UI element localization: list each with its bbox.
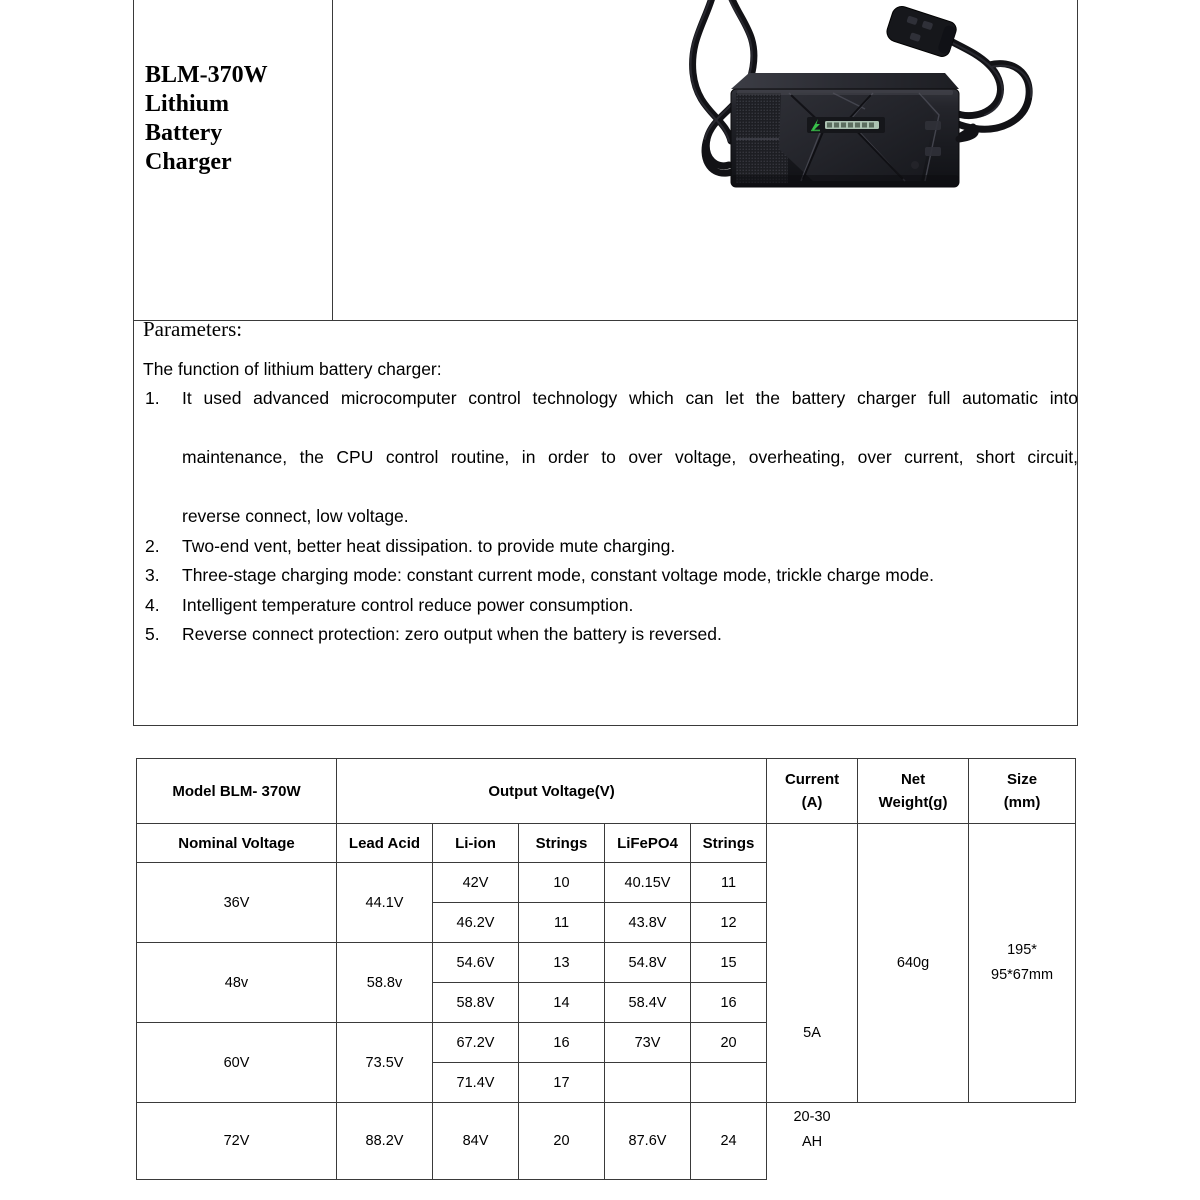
liion-strings: 16: [519, 1023, 605, 1063]
parameters-label: Parameters:: [143, 317, 243, 341]
list-item: [143, 384, 1078, 532]
header-output-voltage: Output Voltage(V): [337, 759, 767, 824]
liion-voltage: 71.4V: [433, 1063, 519, 1103]
nominal-voltage: 36V: [137, 863, 337, 943]
lifepo4-strings: 20: [691, 1023, 767, 1063]
lifepo4-strings: 16: [691, 983, 767, 1023]
lifepo4-voltage: 54.8V: [605, 943, 691, 983]
header-net-weight-line-2: Weight(g): [878, 794, 948, 811]
lead-acid-voltage: 73.5V: [337, 1023, 433, 1103]
table-header-row: [137, 759, 1076, 824]
current-amps: 5A: [803, 1025, 821, 1041]
subheader-lifepo4: LiFePO4: [605, 824, 691, 863]
liion-strings: 17: [519, 1063, 605, 1103]
product-image-cell: [333, 0, 1077, 320]
product-title-line-2: Lithium: [145, 91, 230, 117]
liion-strings: 10: [519, 863, 605, 903]
size-value-line-2: 95*67mm: [991, 967, 1054, 983]
liion-voltage: 42V: [433, 863, 519, 903]
header-model: Model BLM- 370W: [137, 759, 337, 824]
functions-block: [143, 354, 1078, 650]
header-current-line-1: Current: [784, 771, 840, 788]
liion-voltage: 67.2V: [433, 1023, 519, 1063]
lifepo4-voltage: 73V: [605, 1023, 691, 1063]
subheader-liion: Li-ion: [433, 824, 519, 863]
list-item-line: It used advanced microcomputer control technology which can let the battery charger full automatic into: [182, 388, 1078, 408]
liion-strings: 11: [519, 903, 605, 943]
product-title-line-1: BLM-370W: [145, 62, 268, 88]
subheader-strings-lifepo4: Strings: [691, 824, 767, 863]
functions-heading: The function of lithium battery charger:: [143, 359, 442, 379]
liion-voltage: 84V: [433, 1103, 519, 1180]
lifepo4-voltage: 40.15V: [605, 863, 691, 903]
list-item-text: [182, 384, 1078, 532]
product-header-frame: [133, 0, 1078, 726]
subheader-strings-liion: Strings: [519, 824, 605, 863]
lifepo4-voltage: 43.8V: [605, 903, 691, 943]
header-net-weight: [858, 759, 969, 824]
functions-list: [143, 384, 1078, 650]
product-title-line-3: Battery: [145, 120, 223, 146]
liion-voltage: 54.6V: [433, 943, 519, 983]
header-size-line-2: (mm): [1003, 794, 1041, 811]
lead-acid-voltage: 88.2V: [337, 1103, 433, 1180]
liion-strings: 14: [519, 983, 605, 1023]
liion-voltage: 46.2V: [433, 903, 519, 943]
header-current: [767, 759, 858, 824]
current-amp-hours-line-2: AH: [801, 1134, 823, 1150]
list-item-number: 2.: [145, 535, 160, 556]
header-size-line-1: Size: [1007, 771, 1038, 788]
lifepo4-strings: [691, 1063, 767, 1103]
list-item-text: Three-stage charging mode: constant current mode, constant voltage mode, trickle charge mode.: [182, 565, 934, 585]
list-item: [143, 532, 1078, 562]
lifepo4-voltage: [605, 1063, 691, 1103]
liion-strings: 20: [519, 1103, 605, 1180]
product-photo: [673, 0, 1103, 219]
subheader-lead-acid: Lead Acid: [337, 824, 433, 863]
liion-strings: 13: [519, 943, 605, 983]
list-item: [143, 591, 1078, 621]
list-item-number: 3.: [145, 565, 160, 585]
list-item-text: Intelligent temperature control reduce power consumption.: [182, 594, 634, 615]
lead-acid-voltage: 58.8v: [337, 943, 433, 1023]
nominal-voltage: 72V: [137, 1103, 337, 1180]
current-amp-hours-line-1: 20-30: [793, 1109, 831, 1125]
liion-voltage: 58.8V: [433, 983, 519, 1023]
lifepo4-strings: 24: [691, 1103, 767, 1180]
nominal-voltage: 60V: [137, 1023, 337, 1103]
list-item-line: maintenance, the CPU control routine, in order to over voltage, overheating, over current, short circuit,: [182, 447, 1078, 467]
net-weight-value: 640g: [858, 824, 969, 1103]
list-item-number: 4.: [145, 594, 160, 615]
list-item: [143, 620, 1078, 650]
list-item-text: Two-end vent, better heat dissipation. to provide mute charging.: [182, 535, 676, 556]
table-row: [137, 1103, 1076, 1180]
lifepo4-voltage: 87.6V: [605, 1103, 691, 1180]
lifepo4-strings: 15: [691, 943, 767, 983]
page-title: [145, 61, 325, 177]
header-current-line-2: (A): [801, 794, 823, 811]
current-amp-hours: [767, 1105, 857, 1155]
parameters-table: [136, 758, 1076, 1180]
lifepo4-strings: 12: [691, 903, 767, 943]
hero-row: [134, 0, 1077, 321]
lead-acid-voltage: 44.1V: [337, 863, 433, 943]
size-value-line-1: 195*: [1007, 942, 1037, 958]
product-title-cell: [134, 0, 333, 320]
table-subheader-row: [137, 824, 1076, 863]
lifepo4-strings: 11: [691, 863, 767, 903]
size-value: [969, 824, 1076, 1103]
nominal-voltage: 48v: [137, 943, 337, 1023]
lifepo4-voltage: 58.4V: [605, 983, 691, 1023]
list-item-number: 5.: [145, 624, 160, 644]
list-item-text: Reverse connect protection: zero output when the battery is reversed.: [182, 624, 722, 644]
subheader-nominal-voltage: Nominal Voltage: [137, 824, 337, 863]
product-title-line-4: Charger: [145, 149, 232, 175]
header-size: [969, 759, 1076, 824]
list-item: [143, 561, 1078, 591]
list-item-line: reverse connect, low voltage.: [182, 506, 409, 526]
header-net-weight-line-1: Net: [900, 771, 926, 788]
list-item-number: 1.: [145, 388, 160, 408]
current-value-cell: [767, 824, 858, 1150]
